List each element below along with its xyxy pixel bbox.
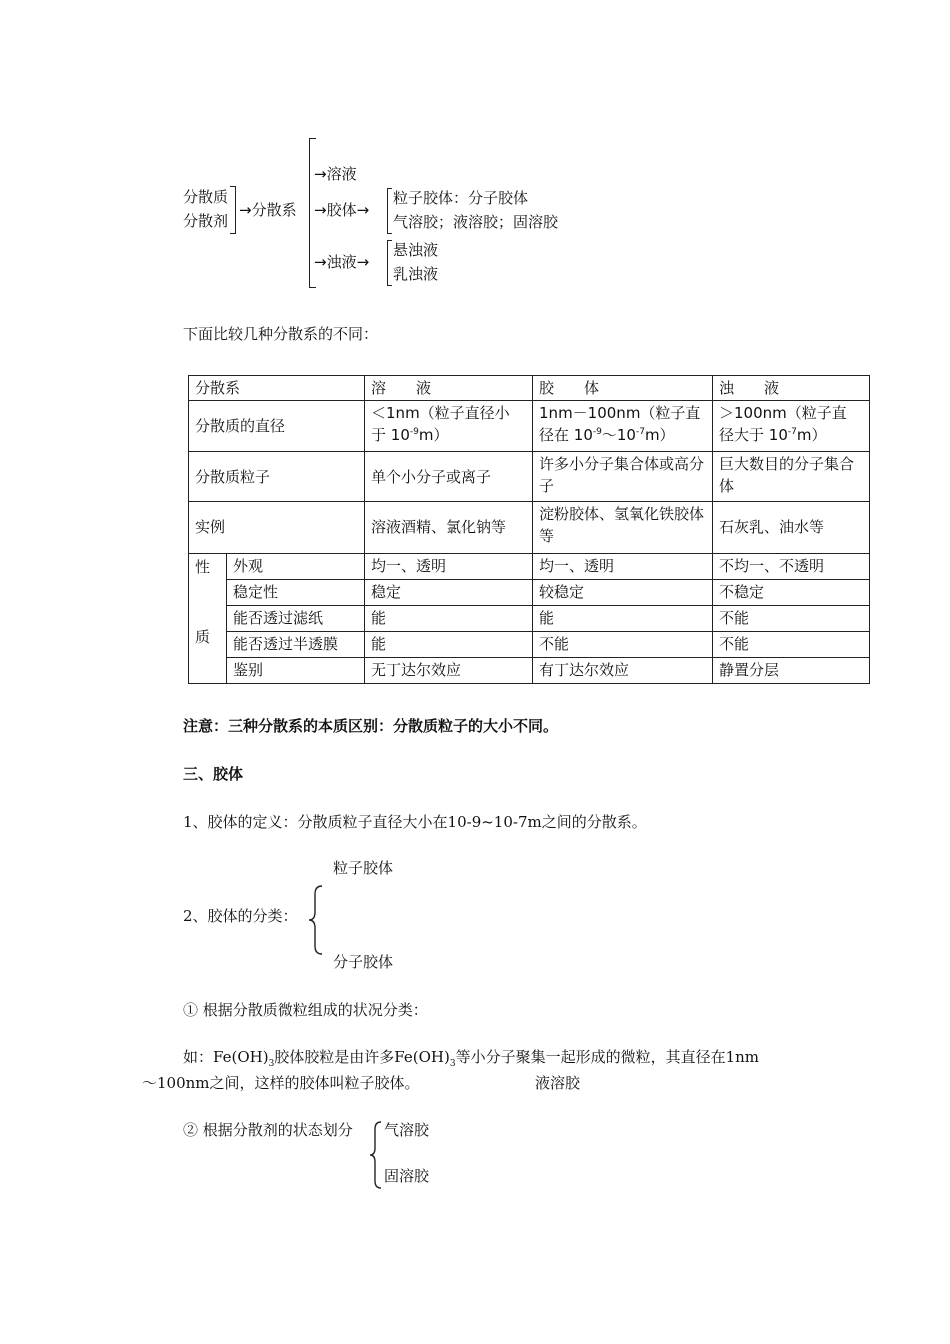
header-cell: 分散系: [189, 376, 365, 401]
property-name: 鉴别: [227, 657, 365, 683]
table-cell: 能: [365, 631, 533, 657]
header-cell: 胶 体: [533, 376, 713, 401]
table-row: [189, 401, 870, 452]
table-row: [189, 376, 870, 401]
table-row: [189, 502, 870, 553]
label-solution: →溶液: [314, 165, 357, 183]
table-cell: 石灰乳、油水等: [713, 502, 870, 553]
definition-text: 1、胶体的定义：分散质粒子直径大小在10-9~10-7m之间的分散系。: [183, 813, 647, 831]
table-cell: 均一、透明: [365, 553, 533, 579]
table-cell: 单个小分子或离子: [365, 452, 533, 502]
example-line2: ～100nm之间，这样的胶体叫粒子胶体。: [142, 1074, 420, 1092]
colloid-bracket: [387, 188, 392, 234]
table-row: [189, 452, 870, 502]
turbid-bracket: [387, 240, 392, 286]
item2-bottom: 固溶胶: [384, 1167, 430, 1185]
table-cell: 静置分层: [713, 657, 870, 683]
row-label: 分散质粒子: [189, 452, 365, 502]
table-cell: 不均一、不透明: [713, 553, 870, 579]
table-cell: 溶液酒精、氯化钠等: [365, 502, 533, 553]
label-dispersion-medium: 分散剂: [183, 212, 229, 230]
table-cell: 能: [365, 605, 533, 631]
intro-text: 下面比较几种分散系的不同：: [183, 325, 379, 343]
classify-bottom: 分子胶体: [333, 953, 394, 971]
table-cell: 不能: [713, 631, 870, 657]
colloid-type-b: 气溶胶；液溶胶；固溶胶: [393, 213, 559, 231]
table-row: [189, 553, 870, 579]
table-cell: 不能: [713, 605, 870, 631]
table-cell: 有丁达尔效应: [533, 657, 713, 683]
table-cell: 1nm－100nm（粒子直 径在 $10^{-9}\sim 10^{-7}m$）: [533, 401, 713, 452]
table-cell: 稳定: [365, 579, 533, 605]
curly-brace-icon: [367, 1120, 385, 1190]
header-cell: 浊 液: [713, 376, 870, 401]
table-cell: 不稳定: [713, 579, 870, 605]
example-line1: 如：$Fe(OH)_3$胶体胶粒是由许多$Fe(OH)_3$等小分子聚集一起形成的微粒，其直径在1nm: [183, 1048, 760, 1069]
table-row: [189, 579, 870, 605]
colloid-type-a: 粒子胶体：分子胶体: [393, 189, 529, 207]
item2-label: ② 根据分散剂的状态划分: [183, 1121, 353, 1139]
label-colloid: →胶体→: [314, 201, 370, 219]
property-name: 能否透过滤纸: [227, 605, 365, 631]
turbid-type-a: 悬浊液: [393, 241, 439, 259]
table-cell: 淀粉胶体、氢氧化铁胶体等: [533, 502, 713, 553]
row-label: 实例: [189, 502, 365, 553]
table-row: [189, 631, 870, 657]
note-text: 注意：三种分散系的本质区别：分散质粒子的大小不同。: [183, 717, 559, 735]
property-label: 性 质: [189, 553, 227, 683]
table-cell: ＞100nm（粒子直 径大于 $10^{-7}m$）: [713, 401, 870, 452]
item2-top: 气溶胶: [384, 1121, 430, 1139]
label-turbid: →浊液→: [314, 253, 370, 271]
section-heading: 三、胶体: [183, 765, 244, 783]
label-dispersion-system: →分散系: [239, 201, 297, 219]
table-cell: 较稳定: [533, 579, 713, 605]
table-cell: ＜1nm（粒子直径小 于 $10^{-9}m$）: [365, 401, 533, 452]
table-cell: 均一、透明: [533, 553, 713, 579]
curly-brace-icon: [306, 884, 326, 956]
table-cell: 许多小分子集合体或高分子: [533, 452, 713, 502]
table-cell: 无丁达尔效应: [365, 657, 533, 683]
row-label: 分散质的直径: [189, 401, 365, 452]
right-bracket: [230, 186, 236, 234]
property-name: 稳定性: [227, 579, 365, 605]
property-name: 外观: [227, 553, 365, 579]
table-cell: 能: [533, 605, 713, 631]
table-row: [189, 605, 870, 631]
property-name: 能否透过半透膜: [227, 631, 365, 657]
table-row: [189, 657, 870, 683]
classify-label: 2、胶体的分类：: [183, 907, 298, 925]
header-cell: 溶 液: [365, 376, 533, 401]
item1-text: ① 根据分散质微粒组成的状况分类：: [183, 1001, 428, 1019]
comparison-table: [188, 375, 870, 684]
turbid-type-b: 乳浊液: [393, 265, 439, 283]
stray-label: 液溶胶: [535, 1074, 581, 1092]
table-cell: 巨大数目的分子集合体: [713, 452, 870, 502]
label-dispersed-phase: 分散质: [183, 188, 229, 206]
classify-top: 粒子胶体: [333, 859, 394, 877]
table-cell: 不能: [533, 631, 713, 657]
